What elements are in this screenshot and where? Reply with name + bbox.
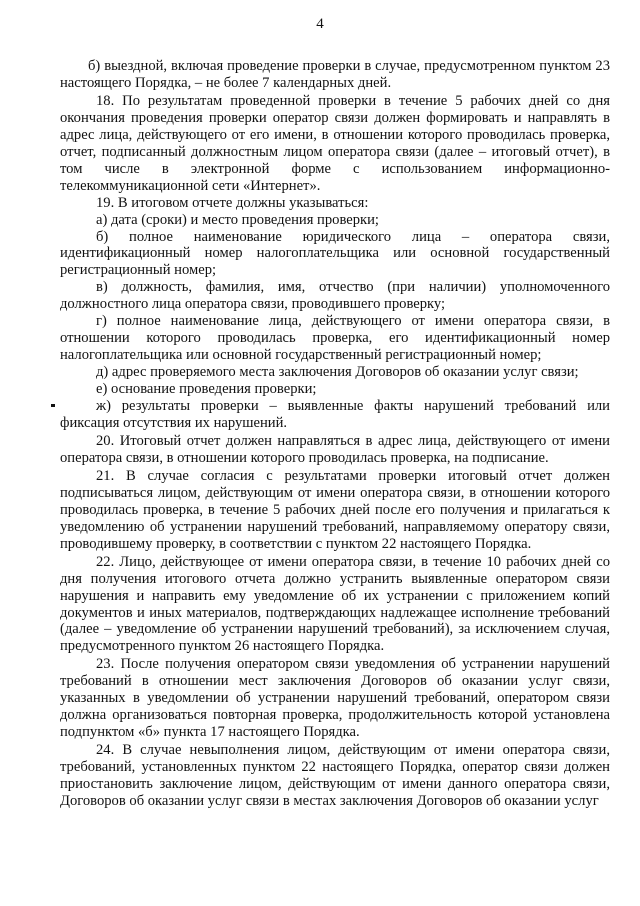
paragraph-20: 20. Итоговый отчет должен направляться в адрес лица, действующего от имени оператора связи, в отношении которого проводилась проверка, на подписание. [60,432,610,466]
paragraph-19g: г) полное наименование лица, действующего от имени оператора связи, в отношении которого проводилась проверка, его идентификационный номер налогоплательщика или основной государственный регистрационный номер; [60,313,610,364]
paragraph-21: 21. В случае согласия с результатами проверки итоговый отчет должен подписываться лицом, действующим от имени оператора связи, в отношении которого проводилась проверка, в течение 5 рабочих дней после его получения и прилагаться к уведомлению об устранении нарушений требований, направляемому оператору связи, проводившему проверку, в соответствии с пунктом 22 настоящего Порядка. [60,467,610,552]
paragraph-19a: а) дата (сроки) и место проведения проверки; [96,211,379,228]
paragraph-23: 23. После получения оператором связи уведомления об устранении нарушений требований в отношении мест заключения Договоров об оказании услуг связи, указанных в уведомлении об устранении нарушений требований, оператором связи должна организоваться повторная проверка, продолжительность которой установлена подпунктом «б» пункта 17 настоящего Порядка. [60,656,610,741]
paragraph-19zh: ж) результаты проверки – выявленные факты нарушений требований или фиксация отсутствия их нарушений. [60,398,610,432]
paragraph-18: 18. По результатам проведенной проверки в течение 5 рабочих дней со дня окончания проведения проверки оператор связи должен формировать и направлять в адрес лица, действующего от его имени, в отношении которого проводилась проверка, отчет, подписанный должностным лицом оператора связи (далее – итоговый отчет), в том числе в электронной форме с использованием информационно-телекоммуникационной сети «Интернет». [60,92,610,194]
paragraph-17b: б) выездной, включая проведение проверки в случае, предусмотренном пунктом 23 настоящего Порядка, – не более 7 календарных дней. [60,58,610,91]
paragraph-19e: е) основание проведения проверки; [96,381,317,398]
paragraph-22: 22. Лицо, действующее от имени оператора связи, в течение 10 рабочих дней со дня получения итогового отчета должно устранить выявленные оператором связи нарушения и направить ему уведомление об их устранении с приложением копий документов и иных материалов, подтверждающих надлежащее исполнение требований (далее – уведомление об устранении нарушений требований), за исключением случая, предусмотренного пунктом 26 настоящего Порядка. [60,553,610,655]
paragraph-24: 24. В случае невыполнения лицом, действующим от имени оператора связи, требований, установленных пунктом 22 настоящего Порядка, оператор связи должен приостановить заключение лицом, действующим от имени данного оператора связи, Договоров об оказании услуг связи в местах заключения Договоров об оказании услуг [60,742,610,809]
paragraph-19: 19. В итоговом отчете должны указываться: [96,194,369,211]
document-body [60,58,610,810]
paragraph-19d: д) адрес проверяемого места заключения Договоров об оказании услуг связи; [96,364,579,381]
margin-mark [51,404,55,407]
paragraph-19v: в) должность, фамилия, имя, отчество (при наличии) уполномоченного должностного лица оператора связи, проводившего проверку; [60,279,610,313]
page-number: 4 [316,16,324,32]
paragraph-19b: б) полное наименование юридического лица – оператора связи, идентификационный номер налогоплательщика или основной государственный регистрационный номер; [60,228,610,279]
